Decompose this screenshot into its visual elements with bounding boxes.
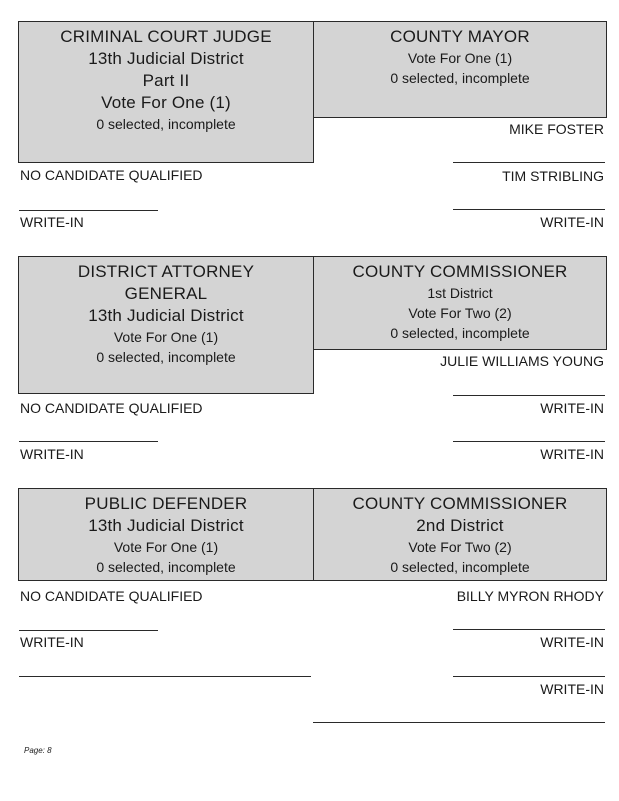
write-in-label: WRITE-IN xyxy=(20,214,84,230)
no-candidate-qualified: NO CANDIDATE QUALIFIED xyxy=(20,167,203,183)
race-status: 0 selected, incomplete xyxy=(390,70,530,86)
write-in-label: WRITE-IN xyxy=(540,446,604,462)
race-status: 0 selected, incomplete xyxy=(96,116,236,132)
race-title-line2: GENERAL xyxy=(124,284,208,303)
race-status: 0 selected, incomplete xyxy=(390,325,530,341)
write-in-label: WRITE-IN xyxy=(20,634,84,650)
race-status: 0 selected, incomplete xyxy=(96,559,236,575)
no-candidate-qualified: NO CANDIDATE QUALIFIED xyxy=(20,400,203,416)
write-in-label: WRITE-IN xyxy=(540,634,604,650)
write-in-label: WRITE-IN xyxy=(540,214,604,230)
write-in-line[interactable] xyxy=(453,676,605,677)
race-status: 0 selected, incomplete xyxy=(96,349,236,365)
race-vote-for: Vote For One (1) xyxy=(101,93,231,112)
race-title: COUNTY COMMISSIONER xyxy=(352,262,568,281)
section-divider xyxy=(313,722,605,723)
race-header-county-commissioner-1st xyxy=(313,256,607,350)
candidate-line xyxy=(453,162,605,163)
write-in-line[interactable] xyxy=(453,209,605,210)
candidate-tim-stribling[interactable]: TIM STRIBLING xyxy=(502,168,604,184)
race-header-district-attorney-general xyxy=(18,256,314,394)
write-in-line[interactable] xyxy=(19,210,158,211)
write-in-label: WRITE-IN xyxy=(20,446,84,462)
candidate-mike-foster[interactable]: MIKE FOSTER xyxy=(509,121,604,137)
candidate-billy-myron-rhody[interactable]: BILLY MYRON RHODY xyxy=(456,588,604,604)
race-status: 0 selected, incomplete xyxy=(390,559,530,575)
page-number: Page: 8 xyxy=(24,746,52,755)
race-vote-for: Vote For Two (2) xyxy=(408,305,512,321)
race-title: DISTRICT ATTORNEY xyxy=(77,262,255,281)
race-title: COUNTY COMMISSIONER xyxy=(352,494,568,513)
write-in-line[interactable] xyxy=(453,629,605,630)
write-in-line[interactable] xyxy=(19,441,158,442)
no-candidate-qualified: NO CANDIDATE QUALIFIED xyxy=(20,588,203,604)
write-in-label: WRITE-IN xyxy=(540,400,604,416)
race-district: 2nd District xyxy=(416,516,504,535)
race-district: 13th Judicial District xyxy=(88,516,244,535)
write-in-line[interactable] xyxy=(453,395,605,396)
race-part: Part II xyxy=(142,71,190,90)
race-vote-for: Vote For One (1) xyxy=(113,329,219,345)
race-title: COUNTY MAYOR xyxy=(390,27,530,46)
write-in-label: WRITE-IN xyxy=(540,681,604,697)
race-header-criminal-court-judge xyxy=(18,21,314,163)
candidate-julie-williams-young[interactable]: JULIE WILLIAMS YOUNG xyxy=(440,353,604,369)
race-vote-for: Vote For Two (2) xyxy=(408,539,512,555)
race-title: PUBLIC DEFENDER xyxy=(84,494,248,513)
race-header-public-defender xyxy=(18,488,314,581)
race-district: 13th Judicial District xyxy=(88,306,244,325)
race-title: CRIMINAL COURT JUDGE xyxy=(60,27,272,46)
write-in-line[interactable] xyxy=(453,441,605,442)
race-district: 1st District xyxy=(427,285,493,301)
section-divider xyxy=(19,676,311,677)
race-vote-for: Vote For One (1) xyxy=(113,539,219,555)
race-header-county-commissioner-2nd xyxy=(313,488,607,581)
write-in-line[interactable] xyxy=(19,630,158,631)
race-header-county-mayor xyxy=(313,21,607,118)
race-vote-for: Vote For One (1) xyxy=(407,50,513,66)
race-district: 13th Judicial District xyxy=(88,49,244,68)
